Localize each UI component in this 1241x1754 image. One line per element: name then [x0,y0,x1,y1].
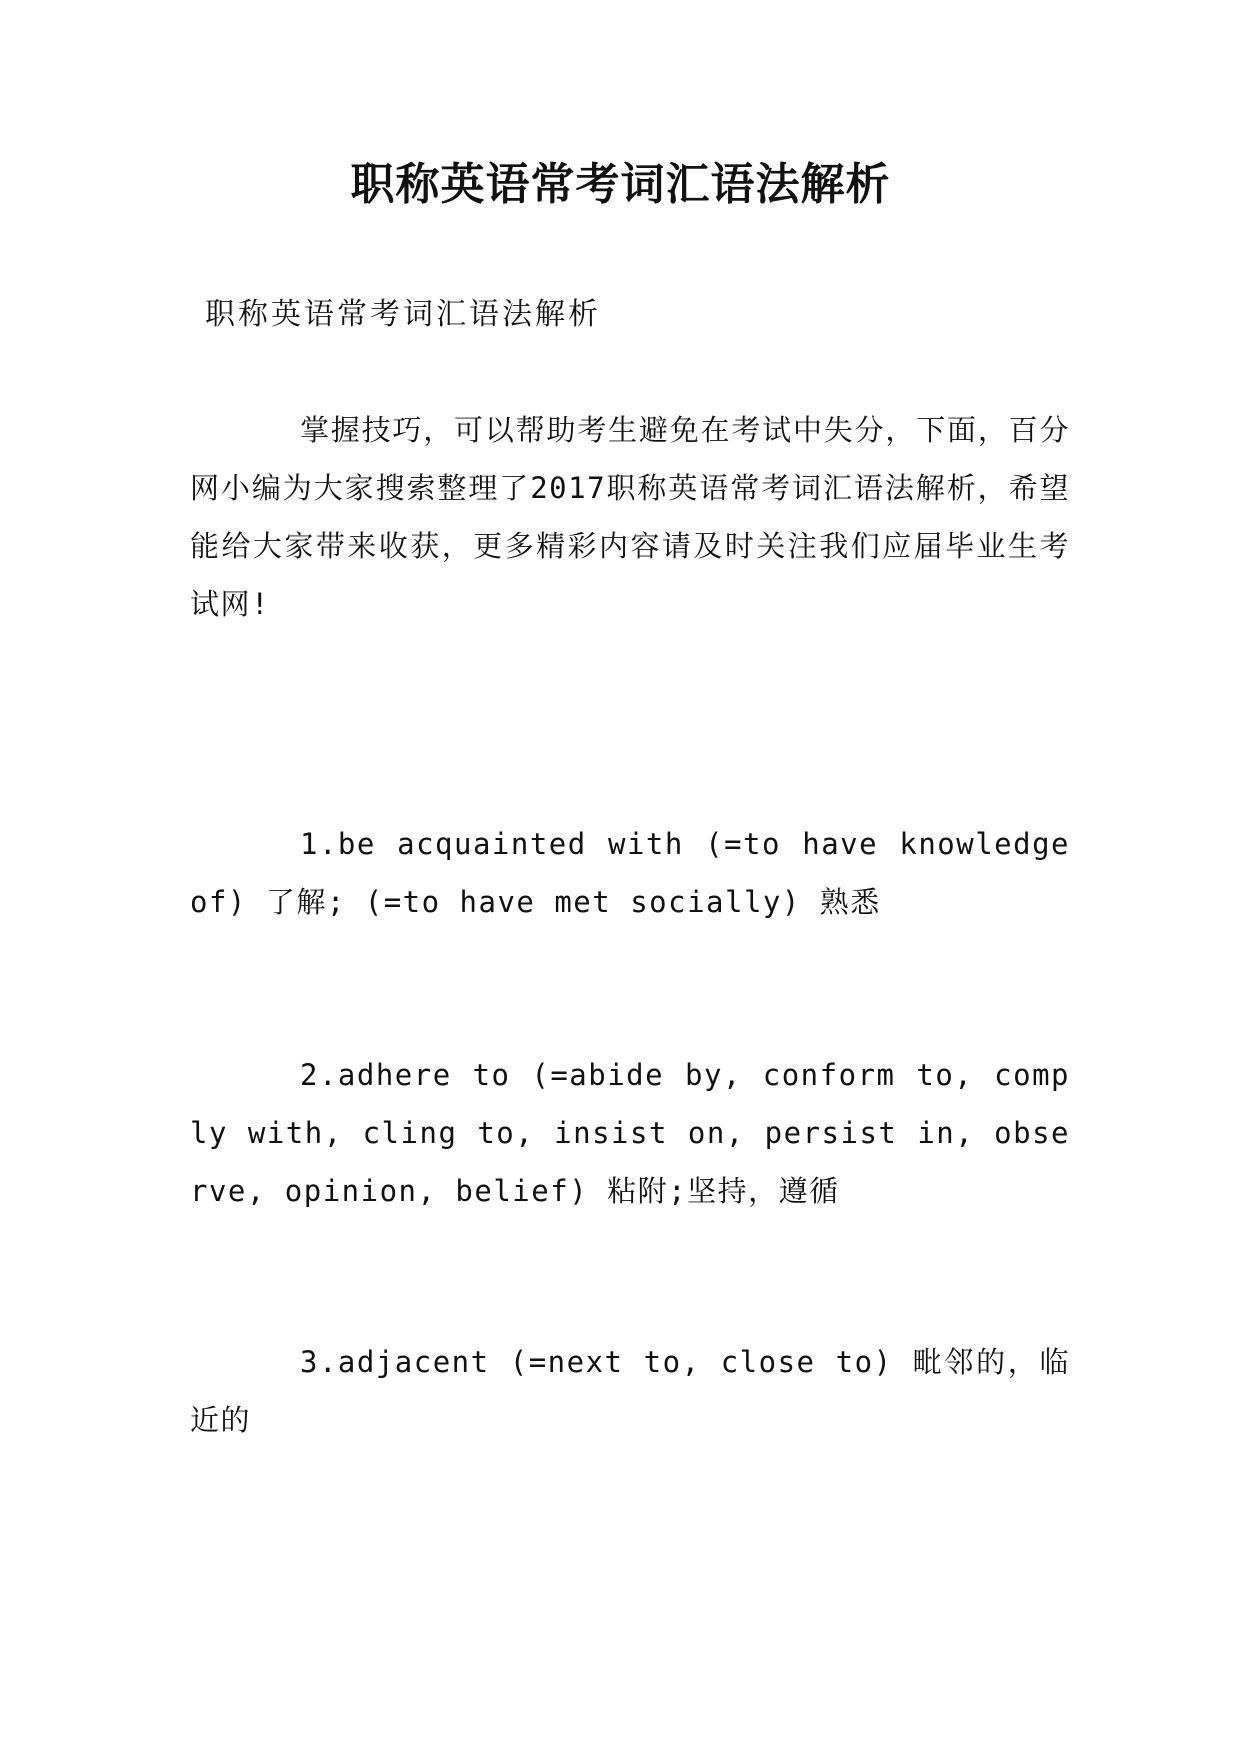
intro-paragraph: 掌握技巧，可以帮助考生避免在考试中失分，下面，百分网小编为大家搜索整理了2017职称英语常考词汇语法解析，希望能给大家带来收获，更多精彩内容请及时关注我们应届毕业生考试网! [190,413,1070,621]
document-title: 职称英语常考词汇语法解析 [350,159,891,210]
document-subtitle: 职称英语常考词汇语法解析 [205,297,601,332]
vocab-item-3: 3.adjacent (=next to, close to) 毗邻的，临近的 [190,1345,1070,1437]
vocab-item-1: 1.be acquainted with (=to have knowledge of) 了解; (=to have met socially) 熟悉 [190,827,1070,919]
vocab-item-2: 2.adhere to (=abide by, conform to, comply with, cling to, insist on, persist in, observe, opinion, belief) 粘附;坚持，遵循 [190,1058,1070,1208]
